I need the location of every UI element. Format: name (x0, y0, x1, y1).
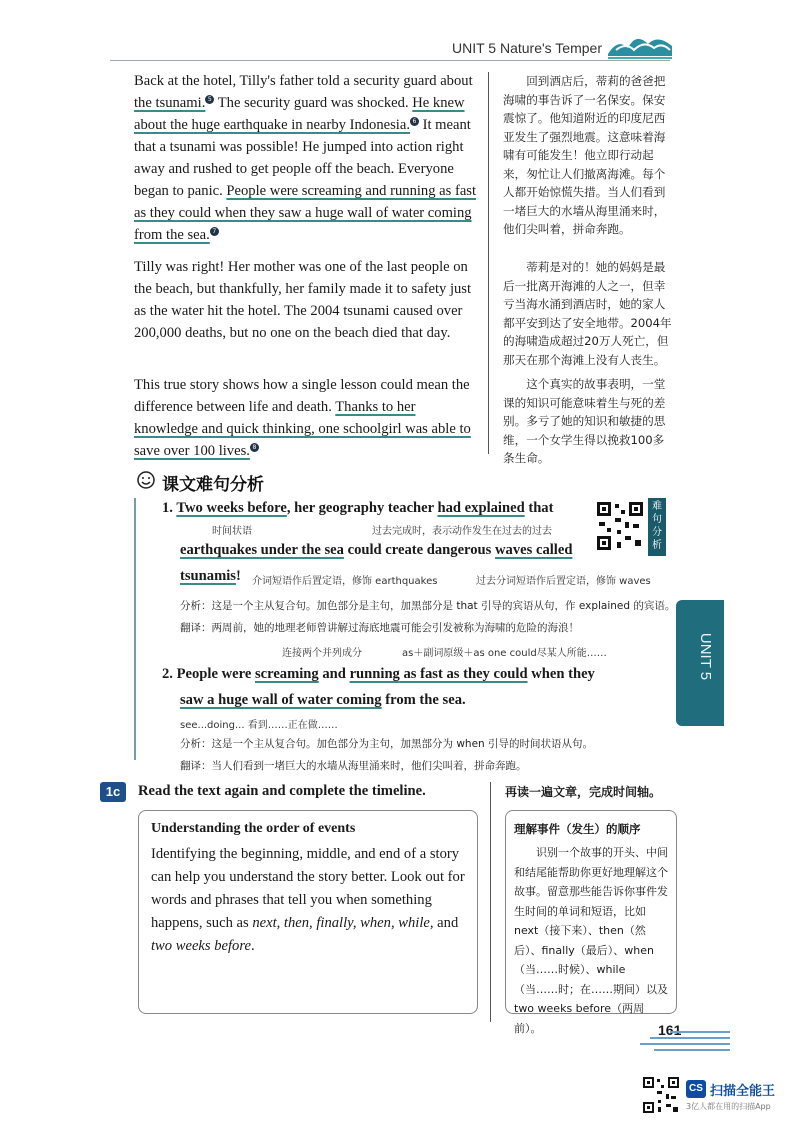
passage-en-paragraph-3: This true story shows how a single lesson could mean the difference between life and death. Thanks to her knowledge and quick thinking, one schoolgirl was able to save over 100 lives. 8 (134, 377, 471, 459)
note-mark-7: 7 (210, 227, 219, 236)
passage-en-paragraph-2: Tilly was right! Her mother was one of the last people on the beach, but thankfully, her family made it to safety just as the water hit the hotel. The 2004 tsunami caused over 200,000 deaths, but no one on the beach died that day. (134, 259, 472, 341)
column-divider (488, 72, 489, 454)
unit-header-title: UNIT 5 Nature's Temper (452, 40, 602, 56)
note-see-doing: see...doing... 看到……正在做…… (180, 720, 338, 731)
header-rule (110, 60, 670, 61)
analysis-sentence-2-line-2: saw a huge wall of water coming from the sea. (180, 692, 466, 708)
note-prep-phrase: 介词短语作后置定语，修饰 earthquakes (252, 576, 438, 587)
page-number: 161 (658, 1022, 682, 1038)
tip-box-en-body: Identifying the beginning, middle, and end of a story can help you understand the story better. Look out for words and phrases that tell you when something happens, such as next, then, finally, when, while, and two weeks before. (151, 846, 465, 954)
analysis-2-fanyi: 翻译：当人们看到一堵巨大的水墙从海里涌来时，他们尖叫着，拼命奔跑。 (180, 760, 527, 772)
analysis-2-fenxi: 分析：这是一个主从复合句。加色部分为主句，加黑部分为 when 引导的时间状语从句。 (180, 738, 594, 750)
note-past-participle: 过去分词短语作后置定语，修饰 waves (476, 576, 651, 587)
note-mark-5: 5 (205, 95, 214, 104)
passage-en-paragraph-1: Back at the hotel, Tilly's father told a security guard about the tsunami. 5 The security guard was shocked. He knew about the huge earthquake in nearby Indonesia. 6 It meant that a tsunami was possible! He jumped into action right away and rushed to get people off the beach. Everyone began to panic. People were screaming and running as fast as they could when they saw a huge wall of water coming from the sea. 7 (134, 73, 477, 243)
smiley-icon (136, 470, 156, 490)
analysis-sentence-2-line-1: 2. People were screaming and running as fast as they could when they (162, 666, 595, 682)
qr-tag-label: 难句分析 (648, 498, 666, 556)
note-mark-6: 6 (410, 117, 419, 126)
tip-box-cn-body: 识别一个故事的开头、中间和结尾能帮助你更好地理解这个故事。留意那些能告诉你事件发生时间的单词和短语，比如 next（接下来）、then（然后）、finally（最后）、when（当……时候）、while（当……时；在……期间）以及two weeks before（两周前）。 (514, 846, 668, 1035)
passage-cn-paragraph-1: 回到酒店后，蒂莉的爸爸把海啸的事告诉了一名保安。保安震惊了。他知道附近的印度尼西亚发生了强烈地震。这意味着海啸有可能发生！他立即行动起来，匆忙让人们撤离海滩。每个人都开始惊慌失措。当人们看到一堵巨大的水墙从海里涌来时，他们尖叫着，拼命奔跑。 (503, 74, 666, 236)
qr-code-icon[interactable] (595, 500, 645, 552)
scanner-tagline: 3亿人都在用的扫描App (686, 1102, 771, 1111)
watermark-qr-icon (642, 1076, 680, 1114)
analysis-sentence-1-line-1: 1. Two weeks before, her geography teacher had explained that (162, 500, 554, 516)
unit-side-tab: UNIT 5 (676, 600, 724, 726)
analysis-side-bar (134, 498, 136, 760)
analysis-1-fenxi: 分析：这是一个主从复合句。加色部分是主句，加黑部分是 that 引导的宾语从句，作 explained 的宾语。 (180, 600, 676, 612)
scanner-logo: CS (686, 1080, 706, 1098)
wave-logo-icon (606, 28, 676, 62)
tip-box-en (138, 810, 478, 1014)
task-column-divider (490, 782, 491, 1022)
note-parallel: 连接两个并列成分 (282, 648, 362, 659)
analysis-sentence-1-line-2: earthquakes under the sea could create dangerous waves called (180, 542, 573, 558)
passage-cn-paragraph-3: 这个真实的故事表明，一堂课的知识可能意味着生与死的差别。多亏了她的知识和敏捷的思维，一个女学生得以挽救100多条生命。 (503, 377, 666, 465)
task-instruction-cn: 再读一遍文章，完成时间轴。 (505, 785, 662, 799)
note-past-perfect: 过去完成时，表示动作发生在过去的过去 (372, 526, 552, 537)
page-stripes-icon (640, 1030, 732, 1056)
analysis-section-title: 课文难句分析 (162, 475, 264, 495)
tip-box-en-title: Understanding the order of events (151, 821, 356, 836)
note-mark-8: 8 (250, 443, 259, 452)
analysis-1-fanyi: 翻译：两周前，她的地理老师曾讲解过海底地震可能会引发被称为海啸的危险的海浪！ (180, 622, 579, 634)
tip-box-cn-title: 理解事件（发生）的顺序 (514, 822, 641, 836)
passage-cn-paragraph-2: 蒂莉是对的！她的妈妈是最后一批离开海滩的人之一，但幸亏当海水涌到酒店时，她的家人都平安到达了安全地带。2004年的海啸造成超过20万人死亡，但那天在那个海滩上没有人丧生。 (503, 260, 672, 367)
note-as-as: as＋副词原级＋as one could尽某人所能…… (402, 648, 607, 659)
analysis-sentence-1-line-3: tsunamis! (180, 568, 241, 584)
task-instruction-en: Read the text again and complete the timeline. (138, 783, 426, 799)
note-time-adverbial: 时间状语 (212, 526, 252, 537)
task-badge: 1c (100, 782, 126, 802)
scanner-name: 扫描全能王 (710, 1084, 776, 1099)
